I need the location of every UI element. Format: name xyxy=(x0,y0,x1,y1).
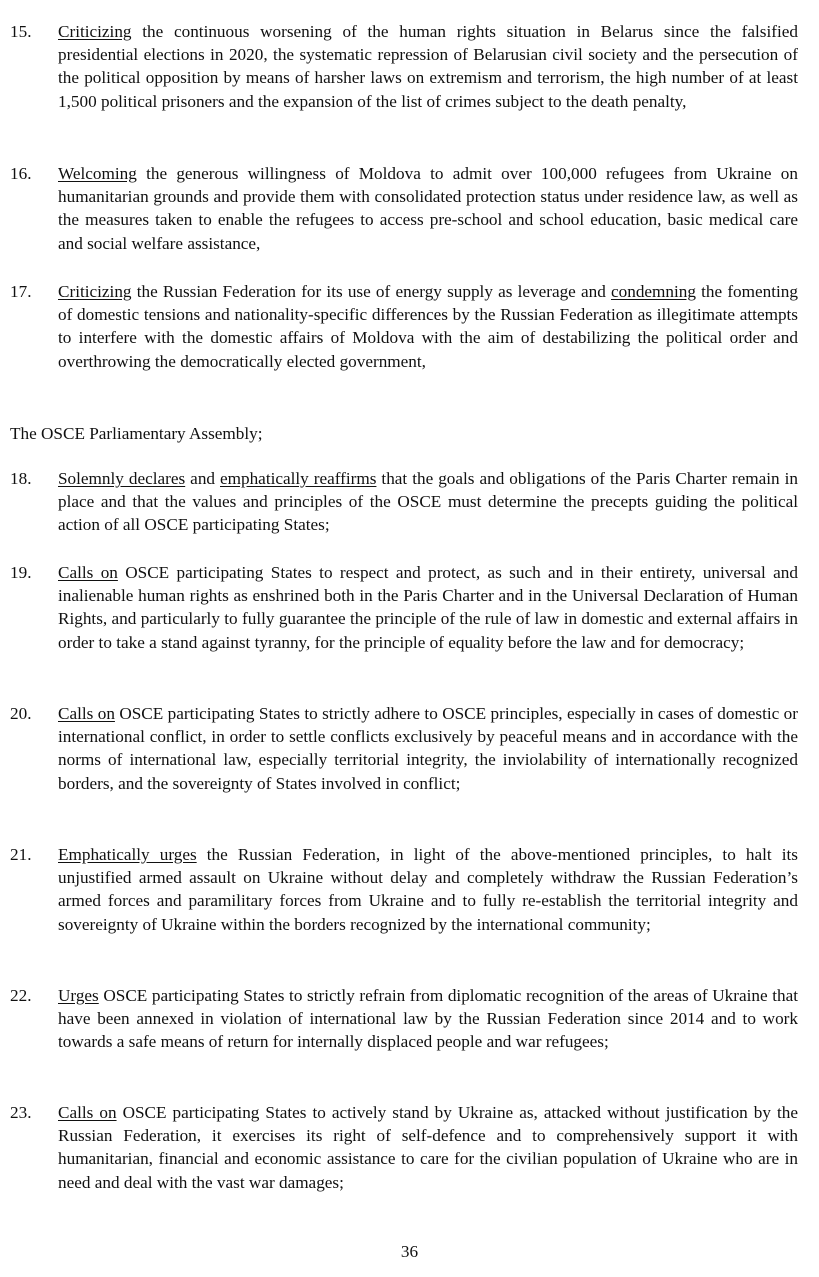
operative-phrase: Calls on xyxy=(58,704,115,723)
operative-phrase-2: emphatically reaffirms xyxy=(220,469,377,488)
paragraph-18 xyxy=(10,467,798,537)
paragraph-number: 21. xyxy=(10,845,32,864)
paragraph-text: the Russian Federation for its use of energy supply as leverage and xyxy=(131,282,611,301)
paragraph-number: 16. xyxy=(10,164,32,183)
operative-phrase: Calls on xyxy=(58,563,118,582)
paragraph-number: 22. xyxy=(10,986,32,1005)
paragraph-body xyxy=(58,467,798,537)
operative-phrase: Calls on xyxy=(58,1103,117,1122)
paragraph-body xyxy=(58,1101,798,1194)
paragraph-body xyxy=(58,20,798,113)
paragraph-body xyxy=(58,162,798,255)
paragraph-21 xyxy=(10,843,798,936)
page-number: 36 xyxy=(400,1242,419,1261)
paragraph-text: the generous willingness of Moldova to admit over 100,000 refugees from Ukraine on humanitarian grounds and provide them with consolidated protection status under residence law, as well as the measures taken to enable the refugees to access pre-school and school education, basic medical care and social welfare assistance, xyxy=(58,164,798,253)
operative-phrase: Urges xyxy=(58,986,99,1005)
paragraph-number: 17. xyxy=(10,282,32,301)
paragraph-23 xyxy=(10,1101,798,1194)
paragraph-text: OSCE participating States to strictly refrain from diplomatic recognition of the areas of Ukraine that have been annexed in violation of international law by the Russian Federation since 2014 and to work towards a safe means of return for internally displaced people and war refugees; xyxy=(58,986,798,1052)
paragraph-19 xyxy=(10,561,798,654)
paragraph-22 xyxy=(10,984,798,1054)
operative-phrase: Criticizing xyxy=(58,22,132,41)
paragraph-body xyxy=(58,702,798,795)
paragraph-text: OSCE participating States to respect and protect, as such and in their entirety, universal and inalienable human rights as enshrined both in the Paris Charter and in the Universal Declaration of Human Rights, and particularly to fully guarantee the principle of the rule of law in domestic and external affairs in order to take a stand against tyranny, for the principle of equality before the law and for democracy; xyxy=(58,563,798,652)
paragraph-text-2: that the goals and obligations of the Paris Charter remain in place and that the values and principles of the OSCE must determine the precepts guiding the political action of all OSCE participating States; xyxy=(58,469,798,535)
paragraph-17 xyxy=(10,280,798,373)
paragraph-body xyxy=(58,984,798,1054)
operative-phrase: Welcoming xyxy=(58,164,137,183)
paragraph-number: 18. xyxy=(10,469,32,488)
paragraph-text-2: the fomenting of domestic tensions and nationality-specific differences by the Russian Federation as illegitimate attempts to interfere with the domestic affairs of Moldova with the aim of destabilizing the political order and overthrowing the democratically elected government, xyxy=(58,282,798,371)
paragraph-text: OSCE participating States to strictly adhere to OSCE principles, especially in cases of domestic or international conflict, in order to settle conflicts exclusively by peaceful means and in accordance with the norms of international law, especially territorial integrity, the inviolability of internationally recognized borders, and the sovereignty of States involved in conflict; xyxy=(58,704,798,793)
paragraph-16 xyxy=(10,162,798,255)
operative-phrase-2: condemning xyxy=(611,282,696,301)
paragraph-text: the continuous worsening of the human rights situation in Belarus since the falsified presidential elections in 2020, the systematic repression of Belarusian civil society and the persecution of the political opposition by means of harsher laws on extremism and terrorism, the high number of at least 1,500 political prisoners and the expansion of the list of crimes subject to the death penalty, xyxy=(58,22,798,111)
paragraph-text: OSCE participating States to actively stand by Ukraine as, attacked without justification by the Russian Federation, it exercises its right of self-defence and to comprehensively support it with humanitarian, financial and economic assistance to care for the civilian population of Ukraine who are in need and deal with the vast war damages; xyxy=(58,1103,798,1192)
operative-phrase: Emphatically urges xyxy=(58,845,197,864)
paragraph-body xyxy=(58,280,798,373)
paragraph-body xyxy=(58,843,798,936)
paragraph-15 xyxy=(10,20,798,113)
paragraph-text: the Russian Federation, in light of the above-mentioned principles, to halt its unjustified armed assault on Ukraine without delay and completely withdraw the Russian Federation’s armed forces and paramilitary forces from Ukraine and to fully re-establish the territorial integrity and sovereignty of Ukraine within the borders recognized by the international community; xyxy=(58,845,798,934)
paragraph-number: 15. xyxy=(10,22,32,41)
operative-phrase: Criticizing xyxy=(58,282,132,301)
assembly-line: The OSCE Parliamentary Assembly; xyxy=(10,424,263,443)
paragraph-number: 20. xyxy=(10,704,32,723)
paragraph-text: and xyxy=(185,469,220,488)
paragraph-number: 23. xyxy=(10,1103,32,1122)
operative-phrase: Solemnly declares xyxy=(58,469,186,488)
paragraph-number: 19. xyxy=(10,563,32,582)
paragraph-20 xyxy=(10,702,798,795)
paragraph-body xyxy=(58,561,798,654)
